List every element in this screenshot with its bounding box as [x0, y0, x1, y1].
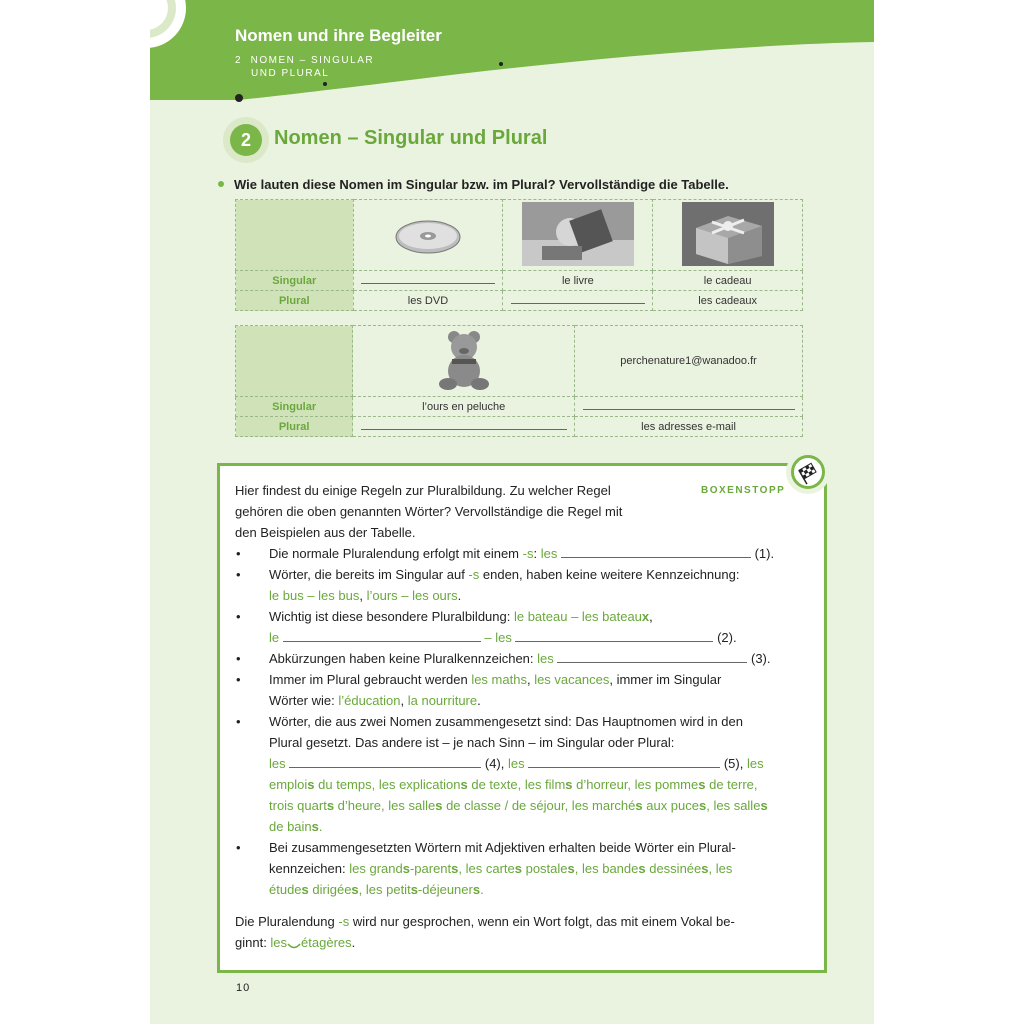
table-label-cell	[236, 200, 354, 271]
rule-6-examples: de bains.	[269, 819, 323, 834]
answer-blank[interactable]	[289, 756, 481, 768]
rule-6-examples: emplois du temps, les explications de texte, les films d’horreur, les pommes de terre,	[269, 777, 758, 792]
rule-bullet: •	[236, 672, 241, 687]
rule-5-cont: Wörter wie: l’éducation, la nourriture.	[269, 693, 481, 708]
gift-box-image	[682, 202, 774, 266]
rule-2: Wörter, die bereits im Singular auf -s enden, haben keine weitere Kennzeichnung:	[269, 567, 740, 582]
row-label-plural: Plural	[236, 291, 354, 311]
cd-image-cell	[353, 200, 503, 271]
row-label-singular: Singular	[236, 271, 354, 291]
rule-1: Die normale Pluralendung erfolgt mit einem -s: les (1).	[269, 546, 775, 561]
checkered-flag-icon	[794, 458, 822, 486]
intro-line: gehören die oben genannten Wörter? Vervollständige die Regel mit	[235, 504, 623, 519]
answer-blank[interactable]	[353, 271, 503, 291]
rule-bullet: •	[236, 714, 241, 729]
rule-bullet: •	[236, 651, 241, 666]
rule-3-blanks: le – les (2).	[269, 630, 737, 645]
rule-bullet: •	[236, 546, 241, 561]
cd-image	[393, 209, 463, 259]
book-reader-image	[522, 202, 634, 266]
rule-6-blanks: les (4), les (5), les	[269, 756, 764, 771]
intro-line: Hier findest du einige Regeln zur Pluralbildung. Zu welcher Regel	[235, 483, 611, 498]
rule-4: Abkürzungen haben keine Pluralkennzeichen: les (3).	[269, 651, 771, 666]
intro-line: den Beispielen aus der Tabelle.	[235, 525, 416, 540]
answer-blank[interactable]	[503, 291, 653, 311]
rule-6: Wörter, die aus zwei Nomen zusammengesetzt sind: Das Hauptnomen wird in den	[269, 714, 743, 729]
answer-blank[interactable]	[515, 630, 713, 642]
teddy-bear-image-cell	[353, 326, 575, 397]
rule-7: Bei zusammengesetzten Wörtern mit Adjektiven erhalten beide Wörter ein Plural-	[269, 840, 736, 855]
rule-5: Immer im Plural gebraucht werden les maths, les vacances, immer im Singular	[269, 672, 722, 687]
answer-blank[interactable]	[575, 397, 803, 417]
header-subtitle: 2 NOMEN – SINGULAR UND PLURAL	[235, 55, 375, 79]
liaison-note: Die Pluralendung -s wird nur gesprochen, wenn ein Wort folgt, das mit einem Vokal be-	[235, 914, 735, 929]
table-cell: le livre	[503, 271, 653, 291]
header-title: Nomen und ihre Begleiter	[235, 26, 442, 45]
liaison-arc-icon	[287, 941, 301, 951]
table-cell: le cadeau	[653, 271, 803, 291]
rule-3: Wichtig ist diese besondere Pluralbildung: le bateau – les bateaux,	[269, 609, 653, 624]
row-label-singular: Singular	[236, 397, 353, 417]
task-instruction: Wie lauten diese Nomen im Singular bzw. im Plural? Vervollständige die Tabelle.	[218, 177, 729, 192]
rule-2-examples: le bus – les bus, l’ours – les ours.	[269, 588, 462, 603]
vocab-table-1	[235, 199, 803, 311]
book-reader-image-cell	[503, 200, 653, 271]
answer-blank[interactable]	[528, 756, 720, 768]
page-number: 10	[236, 982, 251, 994]
rule-bullet: •	[236, 609, 241, 624]
table-cell: l’ours en peluche	[353, 397, 575, 417]
rule-6-cont: Plural gesetzt. Das andere ist – je nach Sinn – im Singular oder Plural:	[269, 735, 675, 750]
teddy-bear-image	[434, 329, 494, 391]
table-cell: les adresses e-mail	[575, 417, 803, 437]
table-label-cell	[236, 326, 353, 397]
answer-blank[interactable]	[561, 546, 751, 558]
section-title: Nomen – Singular und Plural	[274, 127, 548, 149]
bullet-dot-icon	[218, 181, 224, 187]
email-cell: perchenature1@wanadoo.fr	[575, 326, 803, 397]
table-cell: les cadeaux	[653, 291, 803, 311]
rule-6-examples: trois quarts d’heure, les salles de classe / de séjour, les marchés aux puces, les salles	[269, 798, 768, 813]
vocab-table-2	[235, 325, 803, 437]
answer-blank[interactable]	[283, 630, 481, 642]
rule-7-examples: études dirigées, les petits-déjeuners.	[269, 882, 484, 897]
answer-blank[interactable]	[557, 651, 747, 663]
boxenstopp-label: BOXENSTOPP	[701, 485, 786, 496]
answer-blank[interactable]	[353, 417, 575, 437]
rule-7-examples: kennzeichen: les grands-parents, les cartes postales, les bandes dessinées, les	[269, 861, 733, 876]
row-label-plural: Plural	[236, 417, 353, 437]
gift-box-image-cell	[653, 200, 803, 271]
flag-badge	[786, 450, 830, 494]
table-cell: les DVD	[353, 291, 503, 311]
page	[150, 0, 874, 1024]
liaison-note-cont: ginnt: les étagères.	[235, 935, 356, 950]
rule-bullet: •	[236, 567, 241, 582]
section-number-badge: 2	[223, 117, 269, 163]
rule-bullet: •	[236, 840, 241, 855]
